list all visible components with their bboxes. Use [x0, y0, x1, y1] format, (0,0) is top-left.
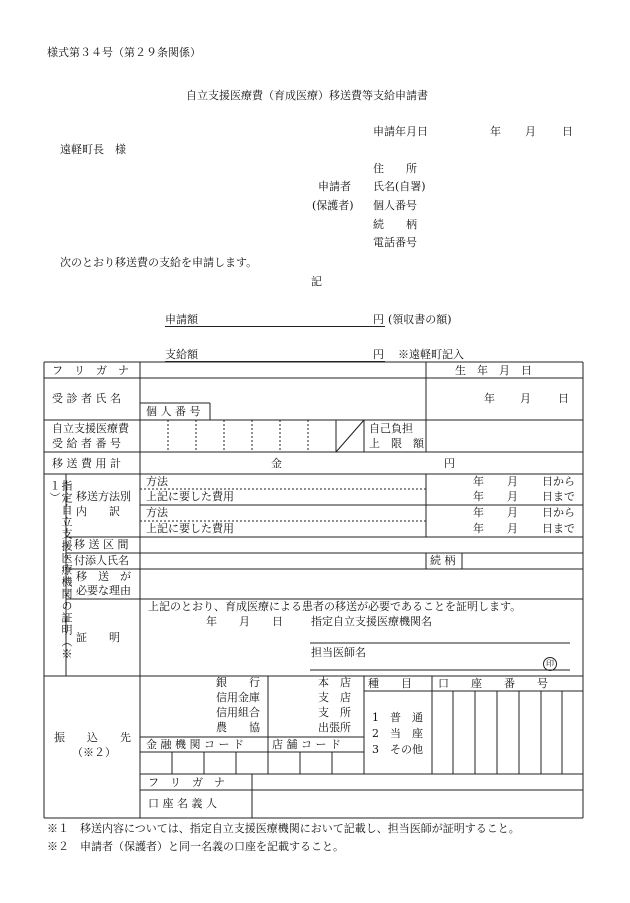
certification-vertical-label: 指定自立支援医療機関の証明（※１） — [48, 480, 73, 660]
proof-label: 証 明 — [76, 631, 120, 644]
birthdate-label: 生 年 月 日 — [455, 364, 532, 377]
furigana-input[interactable] — [140, 364, 426, 378]
branch-code-label: 店 舗 コ ー ド — [272, 738, 341, 751]
to-1-month: 月 — [507, 490, 518, 503]
method-label-2: 内 訳 — [76, 505, 120, 518]
institution-label: 指定自立支援医療機関名 — [311, 615, 432, 628]
reason-label-1: 移 送 が — [76, 570, 131, 583]
bank-type-shinkumi: 信用組合 — [216, 706, 260, 719]
to-1-year: 年 — [473, 490, 484, 503]
to-2-year: 年 — [473, 522, 484, 535]
recipient-number-label-2: 受 給 者 番 号 — [52, 437, 121, 450]
method-2-label: 方法 — [146, 506, 168, 519]
proof-statement: 上記のとおり、育成医療による患者の移送が必要であることを証明します。 — [148, 600, 522, 613]
from-1-year: 年 — [473, 475, 484, 488]
bank-type-nokyo: 農 協 — [216, 721, 260, 734]
ki-mark: 記 — [311, 275, 322, 288]
self-limit-label-2: 上 限 額 — [369, 437, 424, 450]
bank-code-label: 金 融 機 関 コ ー ド — [146, 738, 244, 751]
applicant-role-sub: (保護者) — [312, 199, 354, 212]
patient-name-label: 受 診 者 氏 名 — [52, 392, 121, 405]
transport-total-kin: 金 — [271, 457, 282, 470]
patient-name-input[interactable] — [140, 378, 426, 403]
transport-total-yen: 円 — [444, 457, 455, 470]
applicant-field-number: 個人番号 — [373, 199, 417, 212]
holder-furigana-label: フ リ ガ ナ — [148, 776, 225, 789]
transport-total-label: 移 送 費 用 計 — [52, 457, 121, 470]
applicant-field-name: 氏名(自署) — [373, 180, 426, 193]
birthdate-month: 月 — [520, 392, 531, 405]
from-1-day: 日から — [542, 475, 575, 488]
birthdate-day: 日 — [558, 392, 569, 405]
bank-destination-note: （※２） — [72, 746, 116, 759]
from-2-year: 年 — [473, 506, 484, 519]
seal-mark: 印 — [543, 657, 557, 671]
bank-type-bank: 銀 行 — [216, 676, 260, 689]
account-type-other: 3 その他 — [372, 743, 423, 756]
attendant-relation-label: 続 柄 — [430, 554, 456, 567]
paid-amount-note: ※遠軽町記入 — [398, 348, 464, 361]
applicant-field-relation: 続 柄 — [373, 218, 417, 231]
cost-2-label: 上記に要した費用 — [146, 522, 234, 535]
section-label: 移 送 区 間 — [74, 538, 129, 551]
attendant-label: 付添人氏名 — [74, 554, 129, 567]
to-2-month: 月 — [507, 522, 518, 535]
birthdate-year: 年 — [484, 392, 495, 405]
reason-label-2: 必要な理由 — [76, 584, 131, 597]
application-date-label: 申請年月日 — [373, 125, 428, 138]
branch-type-branch: 支 店 — [318, 691, 351, 704]
request-text: 次のとおり移送費の支給を申請します。 — [60, 256, 258, 269]
bank-type-shinkin: 信用金庫 — [216, 691, 260, 704]
cost-1-label: 上記に要した費用 — [146, 490, 234, 503]
account-type-label: 種 目 — [368, 677, 412, 690]
method-label-1: 移送方法別 — [76, 490, 131, 503]
self-limit-label-1: 自己負担 — [369, 422, 413, 435]
paid-amount-unit: 円 — [373, 348, 384, 361]
applicant-role: 申請者 — [318, 180, 351, 193]
requested-amount-unit: 円 — [373, 313, 384, 326]
method-1-label: 方法 — [146, 475, 168, 488]
holder-name-label: 口 座 名 義 人 — [148, 797, 217, 810]
proof-date: 年 月 日 — [206, 615, 283, 628]
to-1-day: 日まで — [542, 490, 575, 503]
branch-type-office: 出張所 — [318, 721, 351, 734]
account-type-current: 2 当 座 — [372, 727, 423, 740]
branch-type-main: 本 店 — [318, 676, 351, 689]
application-date-month: 月 — [525, 125, 536, 138]
paid-amount-label: 支給額 — [165, 348, 198, 361]
addressee: 遠軽町長 様 — [60, 143, 126, 156]
footnote-2: ※２ 申請者（保護者）と同一名義の口座を記載すること。 — [47, 840, 344, 853]
to-2-day: 日まで — [542, 522, 575, 535]
bank-destination-label: 振 込 先 — [54, 731, 131, 744]
form-number: 様式第３４号（第２９条関係） — [47, 46, 201, 59]
branch-type-sub: 支 所 — [318, 706, 351, 719]
page-title: 自立支援医療費（育成医療）移送費等支給申請書 — [186, 89, 428, 102]
application-date-day: 日 — [562, 125, 573, 138]
recipient-number-label-1: 自立支援医療費 — [52, 422, 129, 435]
account-number-label: 口 座 番 号 — [438, 677, 548, 690]
requested-amount-note: (領収書の額) — [388, 313, 452, 326]
applicant-field-address: 住 所 — [373, 162, 417, 175]
application-date-year: 年 — [490, 125, 501, 138]
account-type-ordinary: 1 普 通 — [372, 711, 423, 724]
requested-amount-label: 申請額 — [165, 313, 198, 326]
footnote-1: ※１ 移送内容については、指定自立支援医療機関において記載し、担当医師が証明すること。 — [47, 822, 520, 835]
individual-number-label: 個 人 番 号 — [146, 405, 201, 418]
doctor-label: 担当医師名 — [311, 646, 366, 659]
from-1-month: 月 — [507, 475, 518, 488]
applicant-field-phone: 電話番号 — [373, 236, 417, 249]
from-2-day: 日から — [542, 506, 575, 519]
furigana-label: フ リ ガ ナ — [52, 364, 129, 377]
from-2-month: 月 — [507, 506, 518, 519]
